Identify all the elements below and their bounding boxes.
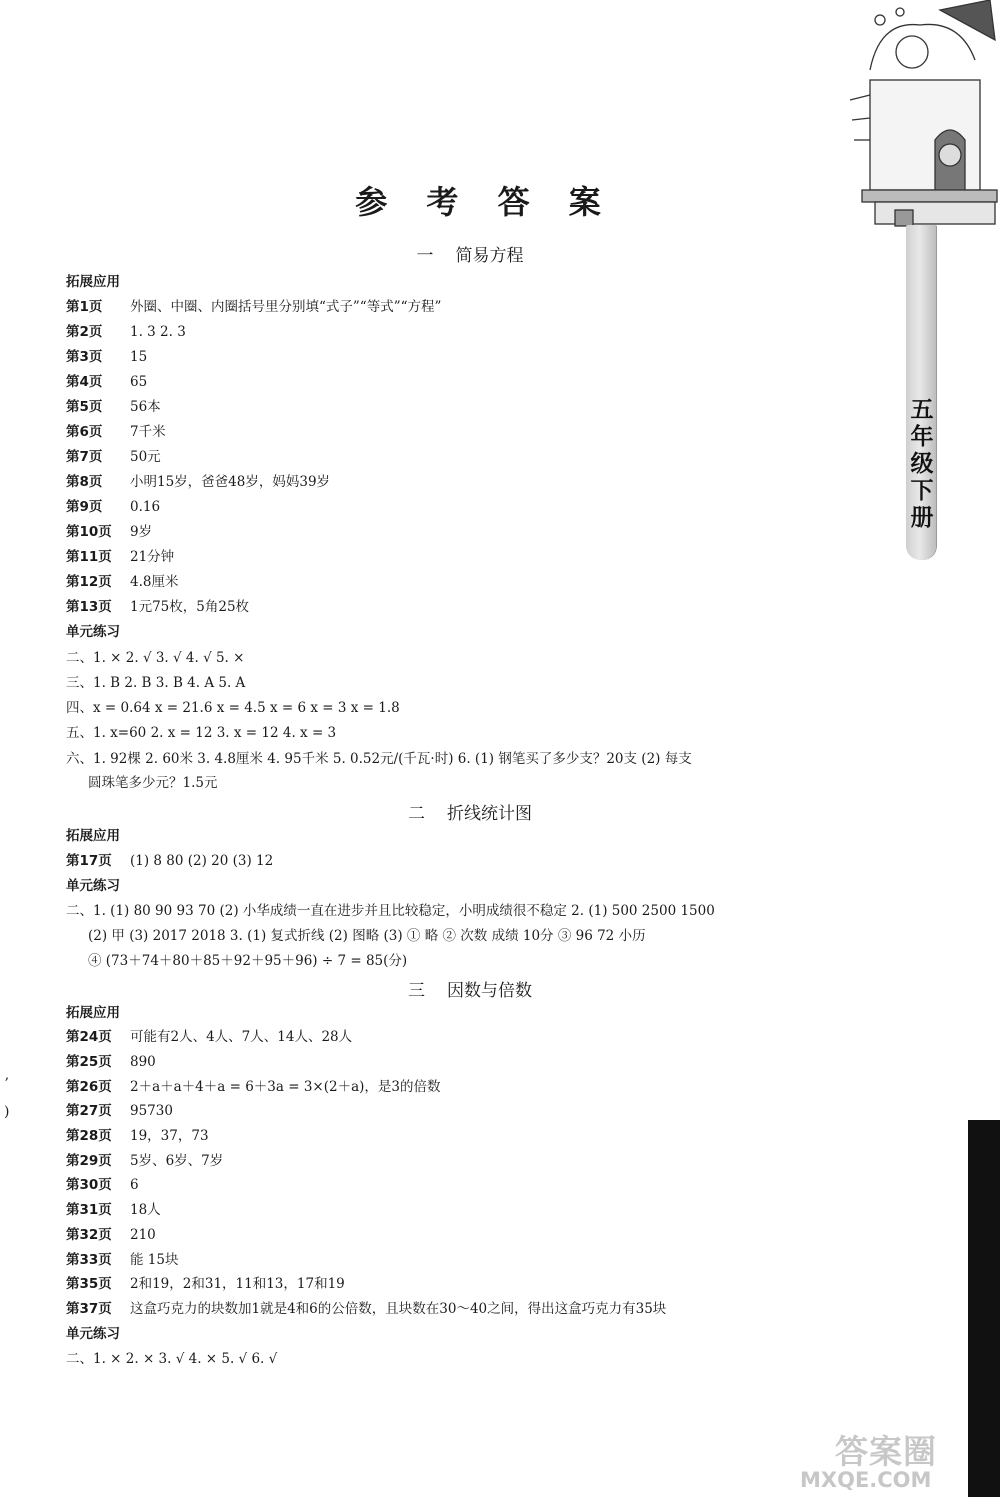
unit-answer-line: 五、1. x=60 2. x = 12 3. x = 12 4. x = 3 xyxy=(66,725,337,741)
list-item: 第13页 1元75枚，5角25枚 xyxy=(66,599,250,615)
subheading: 单元练习 xyxy=(66,1326,120,1342)
unit-answer-line: 六、1. 92棵 2. 60米 3. 4.8厘米 4. 95千米 5. 0.52元/(千瓦·时) 6. (1) 钢笔买了多少支？20支 (2) 每支 xyxy=(66,751,692,767)
list-item: 第6页 7千米 xyxy=(66,424,166,440)
list-item: 第31页 18人 xyxy=(66,1202,161,1218)
list-item: 第26页 2＋a＋a＋4＋a = 6＋3a = 3×(2＋a)，是3的倍数 xyxy=(66,1079,441,1095)
list-item: 第8页 小明15岁，爸爸48岁，妈妈39岁 xyxy=(66,474,331,490)
unit-answer-line: 二、1. × 2. × 3. √ 4. × 5. √ 6. √ xyxy=(66,1351,278,1367)
page-edge-bar xyxy=(968,1120,1000,1497)
list-item: 第5页 56本 xyxy=(66,399,161,415)
list-item: 第25页 890 xyxy=(66,1054,156,1070)
unit-answer-line: 二、1. (1) 80 90 93 70 (2) 小华成绩一直在进步并且比较稳定，小明成绩很不稳定 2. (1) 500 2500 1500 xyxy=(66,903,715,919)
list-item: 第35页 2和19，2和31，11和13，17和19 xyxy=(66,1276,345,1292)
list-item: 第29页 5岁、6岁、7岁 xyxy=(66,1153,224,1169)
margin-mark: ) xyxy=(4,1104,10,1120)
list-item: 第32页 210 xyxy=(66,1227,156,1243)
unit-answer-line: 四、x = 0.64 x = 21.6 x = 4.5 x = 6 x = 3 x = 1.8 xyxy=(66,700,400,716)
grade-side-tab-label: 五 年 级 下 册 xyxy=(910,397,934,531)
watermark-logo: 答案圈 xyxy=(835,1432,937,1471)
unit-answer-line: ④ (73＋74＋80＋85＋92＋95＋96) ÷ 7 = 85(分) xyxy=(88,953,408,969)
list-item: 第24页 可能有2人、4人、7人、14人、28人 xyxy=(66,1029,353,1045)
list-item: 第30页 6 xyxy=(66,1177,139,1193)
margin-mark: ʼ xyxy=(4,1076,9,1092)
subheading: 拓展应用 xyxy=(66,274,120,290)
subheading: 单元练习 xyxy=(66,878,120,894)
unit-answer-line: 圆珠笔多少元？1.5元 xyxy=(88,775,218,791)
list-item: 第7页 50元 xyxy=(66,449,161,465)
subheading: 拓展应用 xyxy=(66,828,120,844)
subheading: 拓展应用 xyxy=(66,1005,120,1021)
list-item: 第37页 这盒巧克力的块数加1就是4和6的公倍数，且块数在30～40之间，得出这盒巧克力有35块 xyxy=(66,1301,667,1317)
list-item: 第27页 95730 xyxy=(66,1103,173,1119)
list-item: 第33页 能 15块 xyxy=(66,1252,179,1268)
list-item: 第11页 21分钟 xyxy=(66,549,175,565)
list-item: 第17页 (1) 8 80 (2) 20 (3) 12 xyxy=(66,853,274,869)
page-title: 参 考 答 案 xyxy=(355,183,615,221)
list-item: 第9页 0.16 xyxy=(66,499,161,515)
watermark-url: MXQE.COM xyxy=(800,1468,932,1492)
section-title: 三 因数与倍数 xyxy=(408,981,532,1001)
unit-answer-line: 三、1. B 2. B 3. B 4. A 5. A xyxy=(66,675,246,691)
list-item: 第12页 4.8厘米 xyxy=(66,574,179,590)
section-title: 二 折线统计图 xyxy=(408,804,532,824)
unit-answer-line: (2) 甲 (3) 2017 2018 3. (1) 复式折线 (2) 图略 (3) ① 略 ② 次数 成绩 10分 ③ 96 72 小历 xyxy=(88,928,646,944)
list-item: 第10页 9岁 xyxy=(66,524,153,540)
section-title: 一 简易方程 xyxy=(416,246,524,266)
list-item: 第4页 65 xyxy=(66,374,148,390)
list-item: 第3页 15 xyxy=(66,349,148,365)
list-item: 第2页 1. 3 2. 3 xyxy=(66,324,186,340)
subheading: 单元练习 xyxy=(66,624,120,640)
unit-answer-line: 二、1. × 2. √ 3. √ 4. √ 5. × xyxy=(66,650,245,666)
list-item: 第1页 外圈、中圈、内圈括号里分别填“式子”“等式”“方程” xyxy=(66,299,442,315)
list-item: 第28页 19，37，73 xyxy=(66,1128,209,1144)
